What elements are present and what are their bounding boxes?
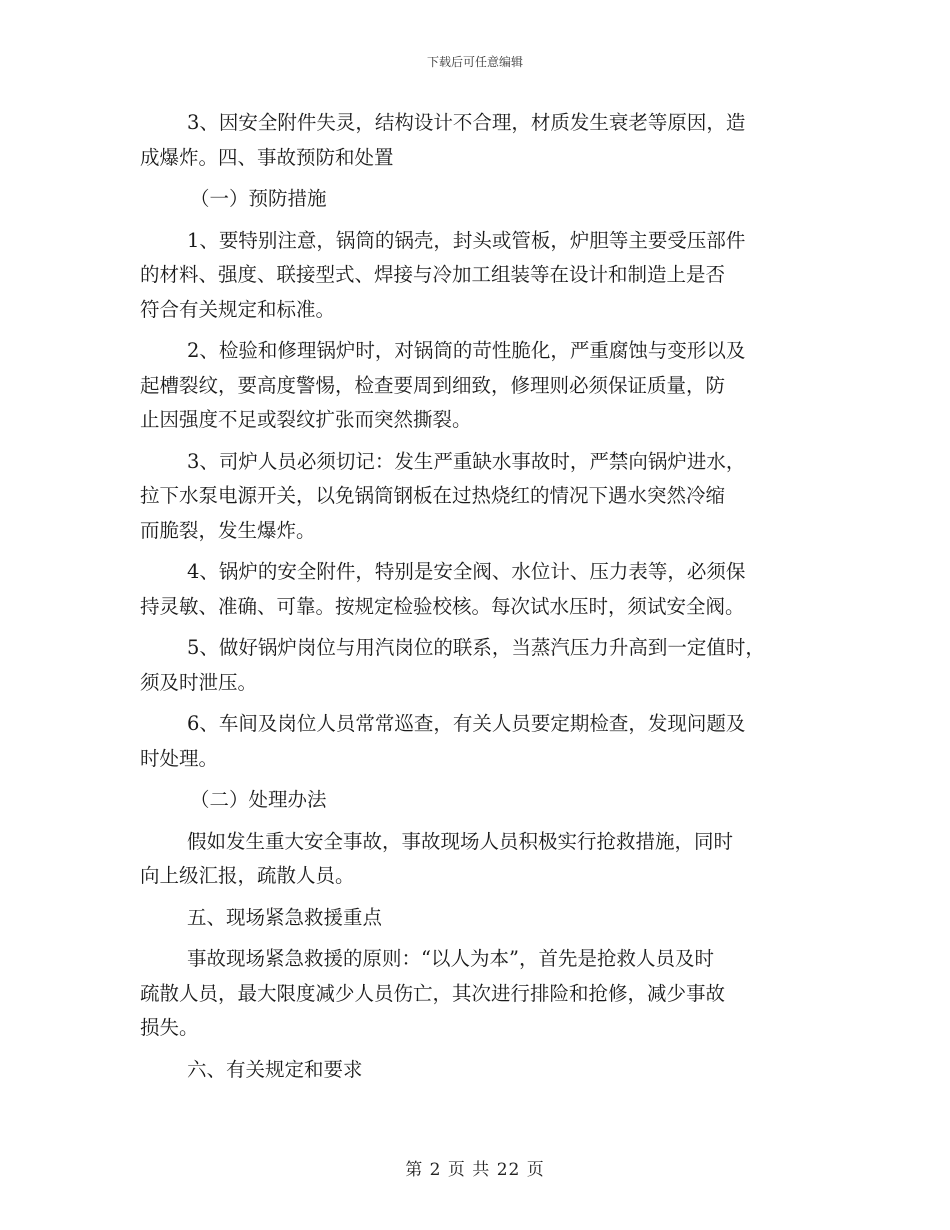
page-number: 第 2 页 共 22 页: [405, 1160, 545, 1180]
text-line: 成爆炸。四、事故预防和处置: [140, 145, 394, 169]
paragraph-prevention-2: [140, 334, 820, 438]
text-line: 损失。: [140, 1016, 199, 1039]
text-line: 事故现场紧急救援的原则：“以人为本”，首先是抢救人员及时: [187, 947, 714, 970]
text-line: 3、因安全附件失灵，结构设计不合理，材质发生衰老等原因，造: [187, 111, 746, 134]
paragraph-rescue-principle: [140, 942, 820, 1046]
text-line: 5、做好锅炉岗位与用汽岗位的联系，当蒸汽压力升高到一定值时，: [187, 636, 765, 659]
text-line: 4、锅炉的安全附件，特别是安全阀、水位计、压力表等，必须保: [187, 560, 746, 583]
paragraph-cause-3: [140, 106, 820, 175]
text-line: 须及时泄压。: [140, 670, 258, 694]
paragraph-prevention-4: [140, 555, 820, 624]
text-line: 五、现场紧急救援重点: [187, 905, 383, 929]
text-line: 疏散人员，最大限度减少人员伤亡，其次进行排险和抢修，减少事故: [140, 981, 726, 1005]
text-line: 起槽裂纹，要高度警惕，检查要周到细致，修理则必须保证质量，防: [140, 373, 726, 397]
paragraph-prevention-1: [140, 224, 820, 328]
text-line: 1、要特别注意，锅筒的锅壳，封头或管板，炉胆等主要受压部件: [187, 228, 746, 252]
section-heading-regulations: [140, 1053, 820, 1088]
text-line: 的材料、强度、联接型式、焊接与冷加工组装等在设计和制造上是否: [140, 263, 726, 286]
text-line: 6、车间及岗位人员常常巡查，有关人员要定期检查，发现问题及: [187, 712, 746, 735]
paragraph-handling: [140, 825, 820, 894]
text-line: 向上级汇报，疏散人员。: [140, 864, 355, 887]
section-heading-rescue: [140, 901, 820, 936]
subheading-prevention: [140, 182, 820, 217]
text-line: 3、司炉人员必须切记：发生严重缺水事故时，严禁向锅炉进水，: [187, 449, 746, 473]
text-line: 符合有关规定和标准。: [140, 297, 336, 321]
paragraph-prevention-3: [140, 445, 820, 549]
text-line: 2、检验和修理锅炉时，对锅筒的苛性脆化，严重腐蚀与变形以及: [187, 339, 746, 362]
page-header: 下载后可任意编辑: [426, 55, 523, 69]
document-body: [140, 106, 820, 1087]
text-line: 时处理。: [140, 746, 219, 770]
paragraph-prevention-6: [140, 707, 820, 776]
text-line: （二）处理办法: [190, 788, 327, 811]
subheading-handling: [140, 783, 820, 818]
text-line: 持灵敏、准确、可靠。按规定检验校核。每次试水压时，须试安全阀。: [140, 594, 745, 618]
paragraph-prevention-5: [140, 631, 820, 700]
text-line: 六、有关规定和要求: [187, 1057, 363, 1081]
text-line: 假如发生重大安全事故，事故现场人员积极实行抢救措施，同时: [187, 829, 734, 853]
text-line: 而脆裂，发生爆炸。: [140, 518, 316, 542]
text-line: 拉下水泵电源开关，以免锅筒钢板在过热烧红的情况下遇水突然冷缩: [140, 484, 726, 507]
text-line: 止因强度不足或裂纹扩张而突然撕裂。: [140, 408, 472, 431]
text-line: （一）预防措施: [190, 187, 327, 210]
